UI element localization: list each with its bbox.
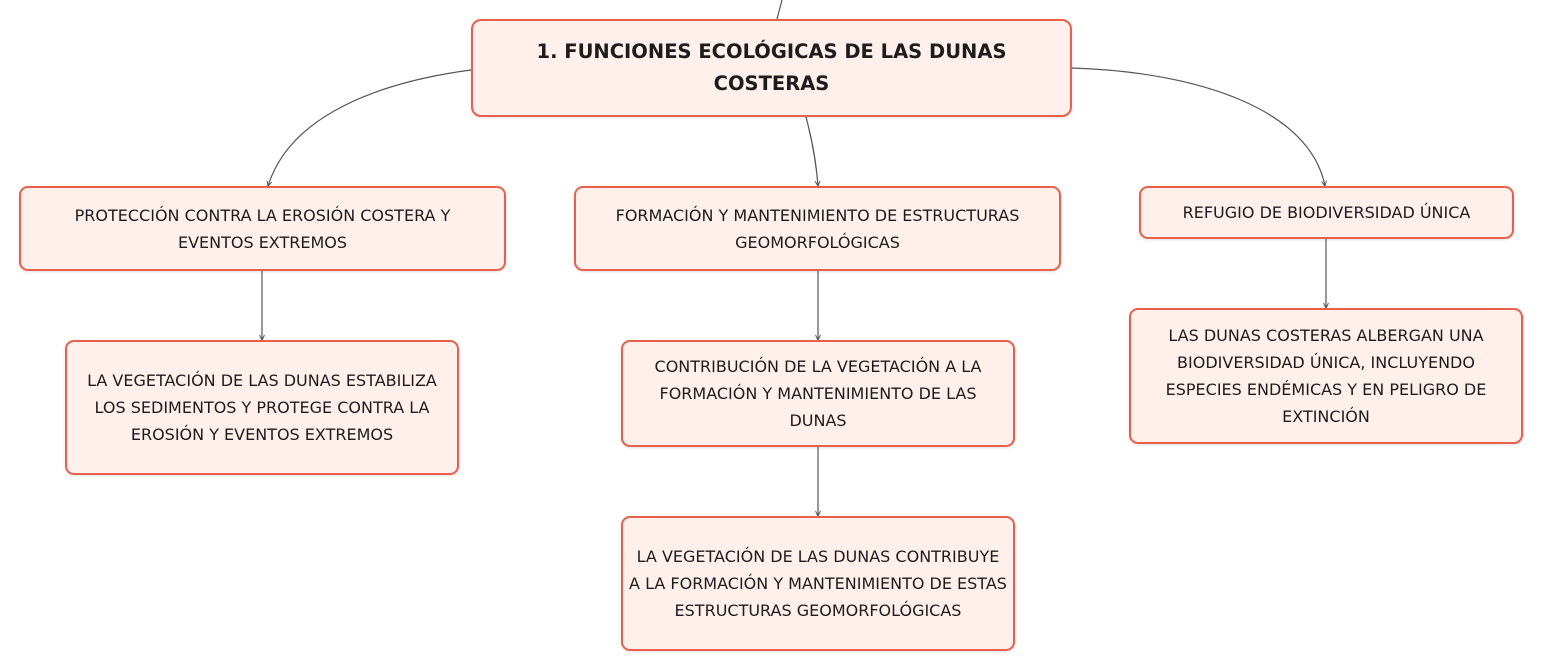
connector-root-to-branch-1 (268, 70, 471, 186)
branch-topic-erosion-protection[interactable] (19, 186, 506, 271)
subtopic-vegetation-contributes-structures[interactable] (621, 516, 1015, 651)
subtopic-vegetation-contribution[interactable] (621, 340, 1015, 447)
subtopic-unique-biodiversity[interactable] (1129, 308, 1523, 444)
subtopic-label: LAS DUNAS COSTERAS ALBERGAN UNA BIODIVERSIDAD ÚNICA, INCLUYENDO ESPECIES ENDÉMICAS Y EN PELIGRO DE EXTINCIÓN (1165, 326, 1487, 426)
root-topic[interactable] (471, 19, 1072, 117)
branch-topic-label: REFUGIO DE BIODIVERSIDAD ÚNICA (1182, 203, 1471, 222)
subtopic-label: LA VEGETACIÓN DE LAS DUNAS ESTABILIZA LOS SEDIMENTOS Y PROTEGE CONTRA LA EROSIÓN Y EVENTOS EXTREMOS (87, 371, 437, 444)
branch-topic-label: PROTECCIÓN CONTRA LA EROSIÓN COSTERA Y EVENTOS EXTREMOS (74, 205, 451, 252)
subtopic-vegetation-stabilizes[interactable] (65, 340, 459, 475)
subtopic-label: CONTRIBUCIÓN DE LA VEGETACIÓN A LA FORMACIÓN Y MANTENIMIENTO DE LAS DUNAS (654, 357, 982, 430)
root-topic-label: 1. FUNCIONES ECOLÓGICAS DE LAS DUNAS COSTERAS (536, 40, 1007, 95)
connector-parent-to-root (777, 0, 782, 19)
connector-root-to-branch-2 (806, 117, 818, 186)
branch-topic-geomorphological-structures[interactable] (574, 186, 1061, 271)
branch-topic-label: FORMACIÓN Y MANTENIMIENTO DE ESTRUCTURAS GEOMORFOLÓGICAS (615, 205, 1020, 252)
connector-root-to-branch-3 (1072, 68, 1325, 186)
subtopic-label: LA VEGETACIÓN DE LAS DUNAS CONTRIBUYE A LA FORMACIÓN Y MANTENIMIENTO DE ESTAS ESTRUCTURAS GEOMORFOLÓGICAS (629, 547, 1007, 620)
branch-topic-biodiversity-refuge[interactable] (1139, 186, 1514, 239)
